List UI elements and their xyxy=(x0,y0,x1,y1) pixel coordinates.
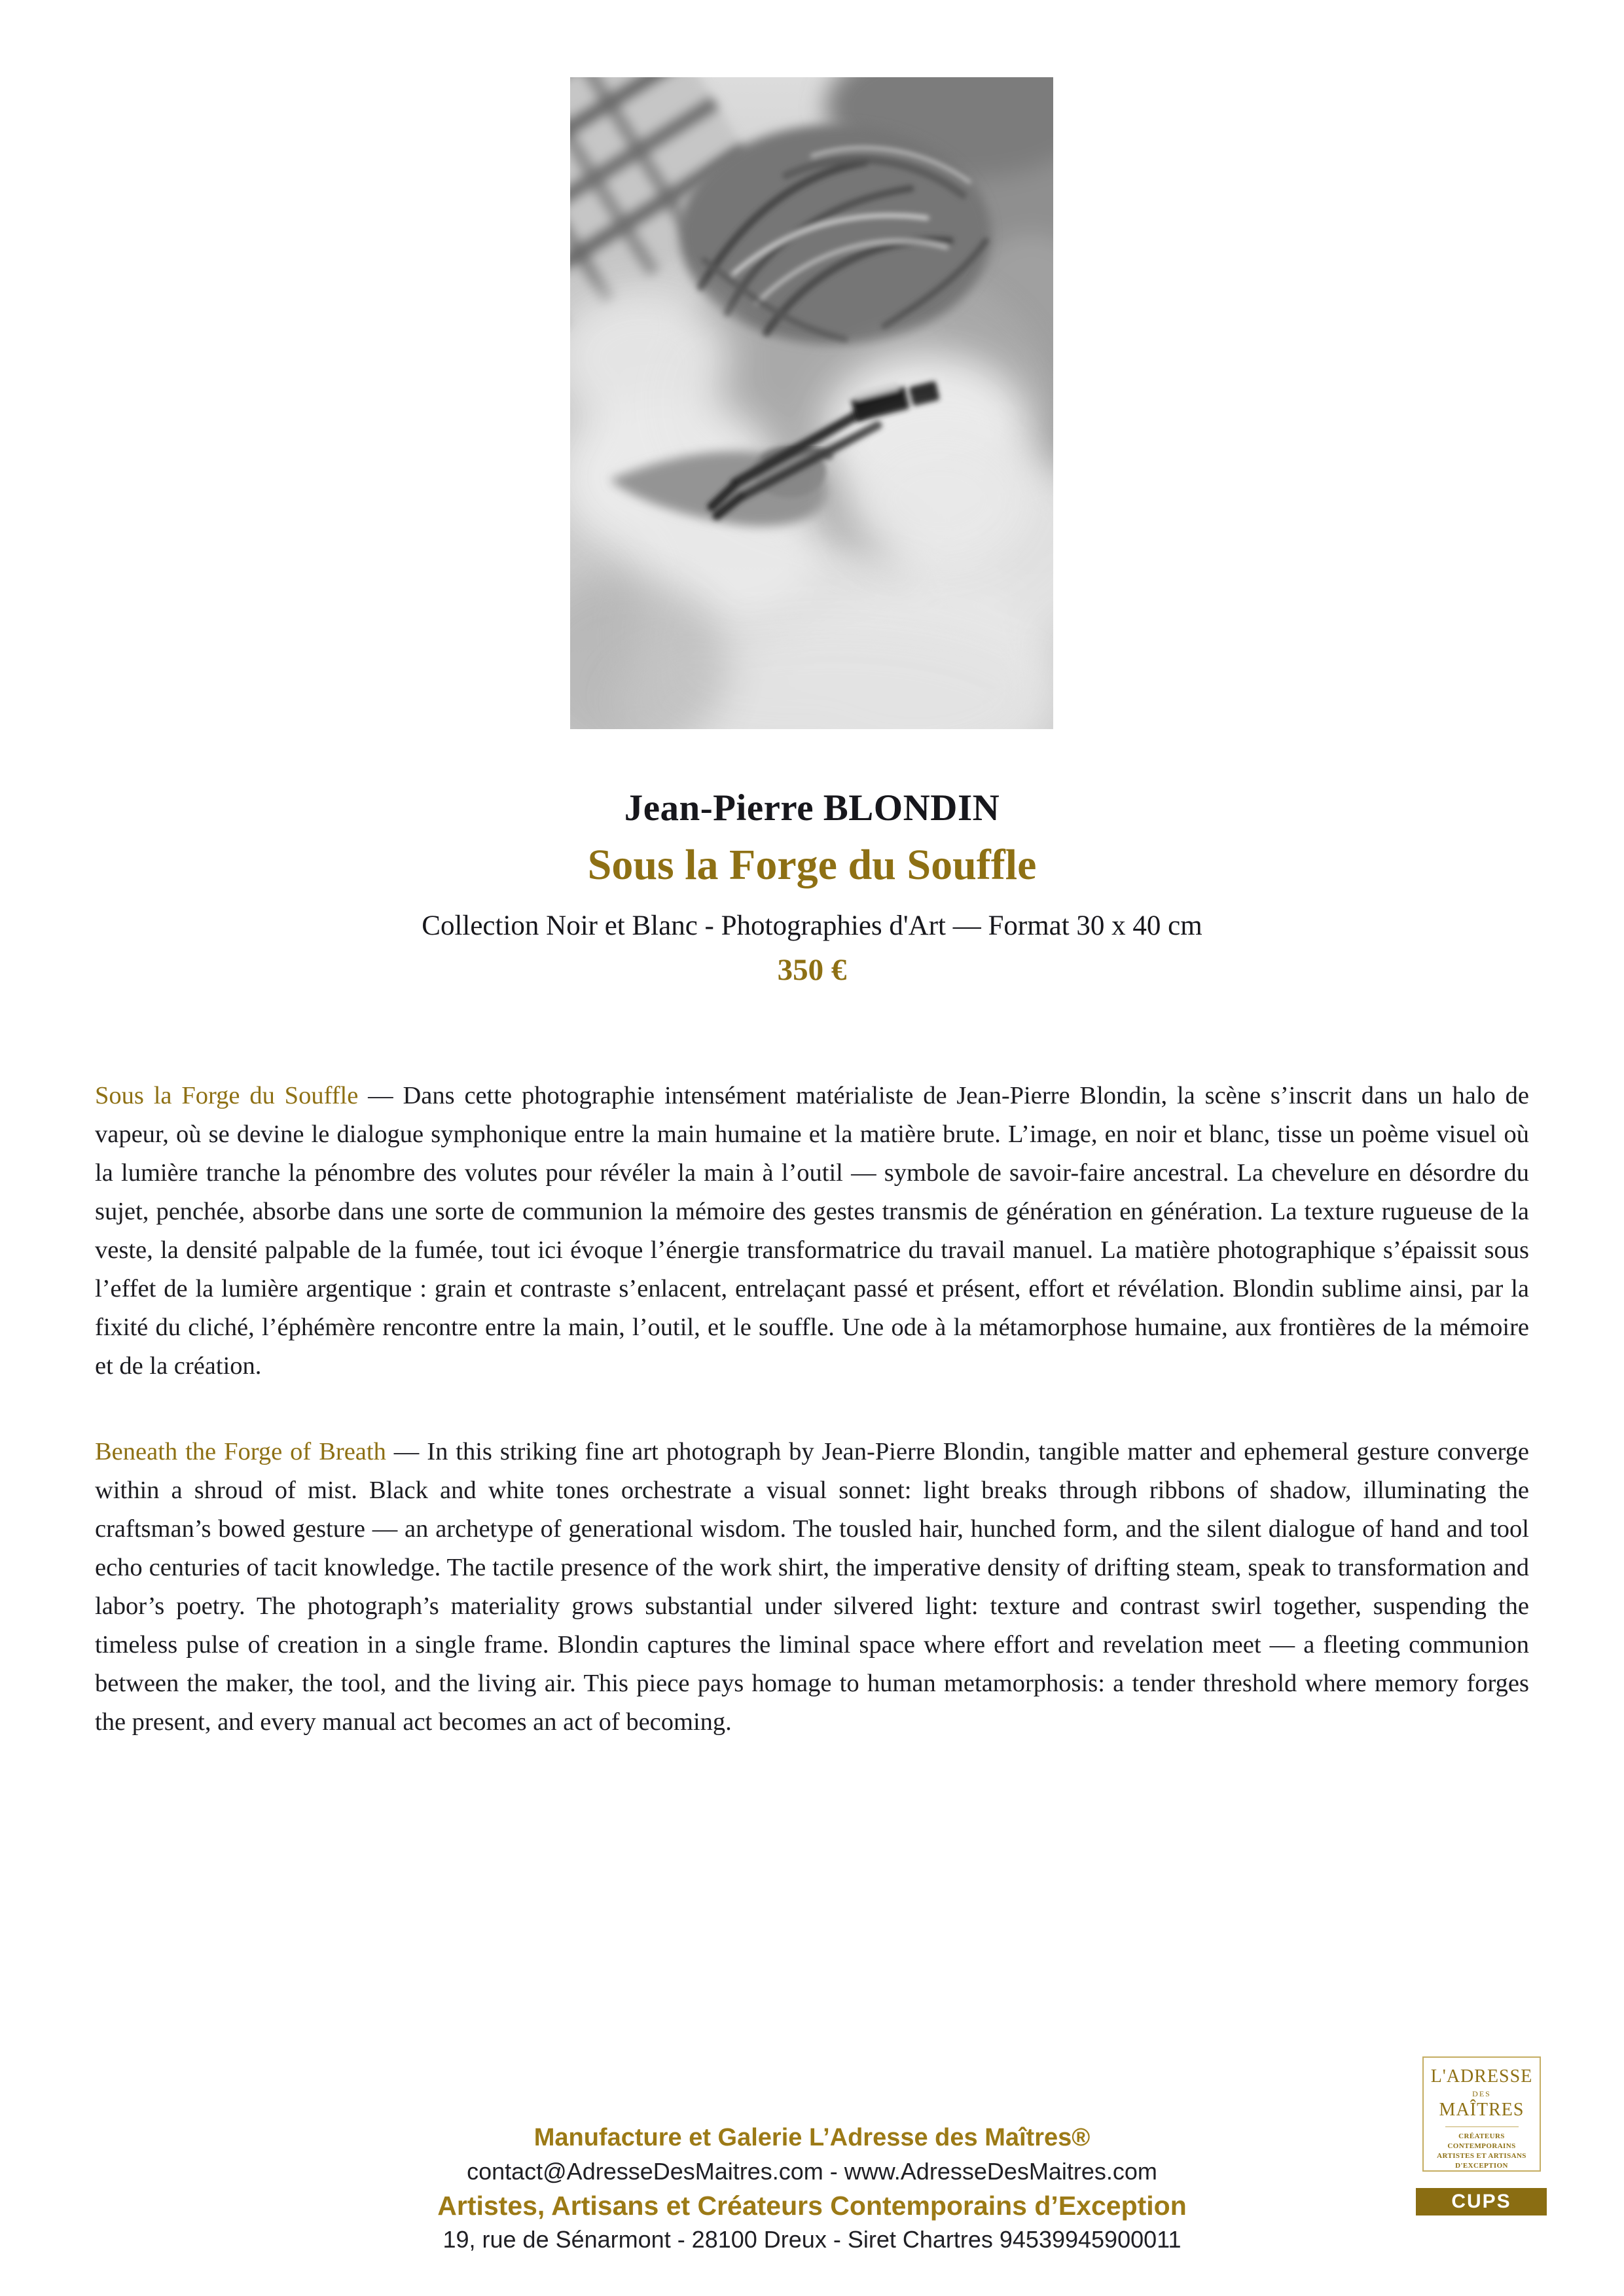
artwork-title: Sous la Forge du Souffle xyxy=(587,841,1037,889)
footer xyxy=(0,2121,1624,2257)
collection-format-line: Collection Noir et Blanc - Photographies d'Art — Format 30 x 40 cm xyxy=(422,910,1202,941)
description-french-separator: — xyxy=(358,1082,403,1109)
description-french xyxy=(95,1077,1529,1386)
logo-subline-createurs: CRÉATEURS CONTEMPORAINS xyxy=(1447,2132,1516,2150)
artist-name: Jean-Pierre BLONDIN xyxy=(624,787,1000,829)
descriptions xyxy=(95,1077,1529,1742)
blacksmith-steam-photo-illustration xyxy=(570,77,1053,729)
cups-badge: CUPS xyxy=(1416,2188,1547,2215)
logo-line-adresse: L'ADRESSE xyxy=(1430,2066,1533,2087)
logo-line-des: DES xyxy=(1472,2089,1491,2098)
description-french-lead: Sous la Forge du Souffle xyxy=(95,1082,359,1109)
logo-subline-artistes: ARTISTES ET ARTISANS xyxy=(1437,2152,1526,2160)
description-english xyxy=(95,1433,1529,1742)
footer-gallery-name: Manufacture et Galerie L’Adresse des Maîtres® xyxy=(533,2124,1091,2151)
description-english-body: In this striking fine art photograph by Jean-Pierre Blondin, tangible matter and ephemeral gesture converge within a shroud of mist. Black and white tones orchestrate a visual sonnet: light breaks through ribbons of shadow, illuminating the craftsman’s bowed gesture — an archetype of generational wisdom. The tousled hair, hunched form, and the silent dialogue of hand and tool echo centuries of tacit knowledge. The tactile presence of the work shirt, the imperative density of drifting steam, speak to transformation and labor’s poetry. The photograph’s materiality grows substantial under silvered light: texture and contrast swirl together, suspending the timeless pulse of creation in a single frame. Blondin captures the liminal space where effort and revelation meet — a fleeting communion between the maker, the tool, and the living air. This piece pays homage to human metamorphosis: a tender threshold where memory forges the present, and every manual act becomes an act of becoming. xyxy=(95,1438,1529,1736)
logo-line-maitres: MAÎTRES xyxy=(1439,2100,1525,2120)
gallery-logo xyxy=(1422,2056,1541,2172)
description-english-lead: Beneath the Forge of Breath xyxy=(95,1438,386,1465)
artwork-photo xyxy=(570,77,1053,729)
description-french-body: Dans cette photographie intensément matérialiste de Jean-Pierre Blondin, la scène s’inscrit dans un halo de vapeur, où se devine le dialogue symphonique entre la main humaine et la matière brute. L’image, en noir et blanc, tisse un poème visuel où la lumière tranche la pénombre des volutes pour révéler la main à l’outil — symbole de savoir-faire ancestral. La chevelure en désordre du sujet, penchée, absorbe dans une sorte de communion la mémoire des gestes transmis de génération en génération. La texture rugueuse de la veste, la densité palpable de la fumée, tout ici évoque l’énergie transformatrice du travail manuel. La matière photographique s’épaissit sous l’effet de la lumière argentique : grain et contraste s’enlacent, entrelaçant passé et présent, effort et révélation. Blondin sublime ainsi, par la fixité du cliché, l’éphémère rencontre entre la main, l’outil, et le souffle. Une ode à la métamorphose humaine, aux frontières de la mémoire et de la création. xyxy=(95,1082,1529,1380)
footer-tagline: Artistes, Artisans et Créateurs Contemporains d’Exception xyxy=(437,2191,1187,2221)
footer-address-siret: 19, rue de Sénarmont - 28100 Dreux - Siret Chartres 94539945900011 xyxy=(442,2226,1182,2253)
price: 350 € xyxy=(777,953,847,987)
logo-subline-exception: D'EXCEPTION xyxy=(1455,2162,1508,2170)
description-english-separator: — xyxy=(386,1438,427,1465)
footer-contact-line: contact@AdresseDesMaitres.com - www.AdresseDesMaitres.com xyxy=(467,2158,1157,2185)
logo-divider xyxy=(1445,2126,1519,2127)
